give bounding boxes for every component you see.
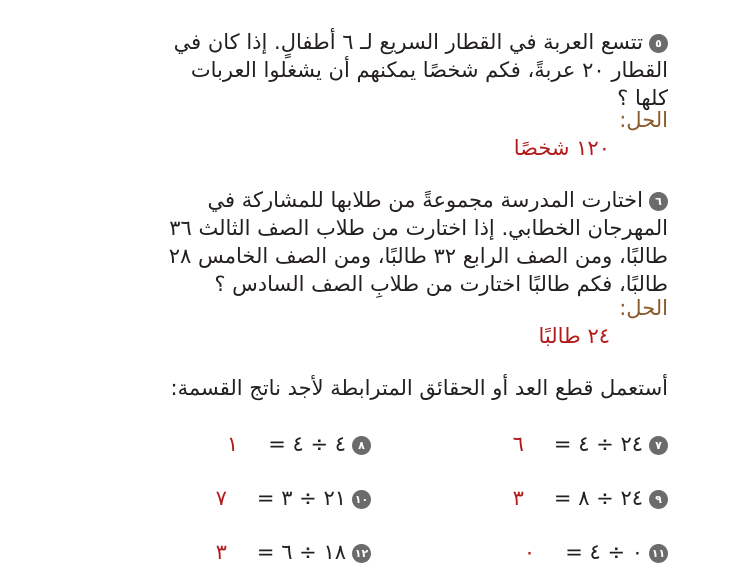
question-5 — [108, 28, 668, 112]
question-6-line-2: المهرجان الخطابي. إذا اختارت من طلاب الصف الثالث ٣٦ — [169, 216, 668, 240]
exercise-expression: ١٨ ÷ ٦ = — [256, 540, 346, 564]
question-5-line-1: ٥تتسع العربة في القطار السريع لـ ٦ أطفالٍ. إذا كان في — [108, 28, 668, 56]
instruction-text: أستعمل قطع العد أو الحقائق المترابطة لأجد ناتج القسمة: — [170, 376, 668, 400]
exercise-number-badge: ٨ — [352, 436, 371, 455]
exercise-answer: ١ — [226, 432, 239, 456]
exercise-number-badge: ١١ — [649, 544, 668, 563]
question-6-line-3: طالبًا، ومن الصف الرابع ٣٢ طالبًا، ومن الصف الخامس ٢٨ — [168, 244, 668, 268]
exercise-answer: ٣ — [512, 486, 524, 510]
answer-5: ١٢٠ شخصًا — [513, 136, 610, 160]
question-number-badge: ٦ — [649, 192, 668, 211]
exercise-number-badge: ٧ — [649, 436, 668, 455]
exercise-number-badge: ١٢ — [352, 544, 371, 563]
question-6 — [108, 186, 668, 298]
exercise-7 — [513, 432, 668, 456]
solution-label-5: الحل: — [619, 108, 668, 132]
exercise-8 — [227, 432, 371, 456]
question-6-line-4: طالبًا، فكم طالبًا اختارت من طلابِ الصف السادس ؟ — [214, 272, 668, 296]
exercise-10 — [216, 486, 371, 510]
exercise-expression: ٤ ÷ ٤ = — [268, 432, 346, 456]
question-number-badge: ٥ — [649, 34, 668, 53]
exercise-9 — [513, 486, 668, 510]
exercise-expression: ٢٤ ÷ ٤ = — [553, 432, 643, 456]
exercise-12 — [216, 540, 371, 564]
exercise-answer: ٣ — [215, 540, 227, 564]
exercise-answer: ٦ — [512, 432, 524, 456]
exercise-answer: ٠ — [523, 540, 536, 564]
exercise-expression: ٠ ÷ ٤ = — [565, 540, 643, 564]
question-5-line-2: القطار ٢٠ عربةً، فكم شخصًا يمكنهم أن يشغلوا العربات — [190, 58, 668, 82]
question-5-line-3: كلها ؟ — [617, 86, 668, 110]
question-6-line-1: ٦اختارت المدرسة مجموعةً من طلابها للمشاركة في — [108, 186, 668, 214]
solution-label-6: الحل: — [619, 296, 668, 320]
exercise-answer: ٧ — [215, 486, 227, 510]
exercise-11 — [524, 540, 668, 564]
answer-6: ٢٤ طالبًا — [538, 324, 610, 348]
exercise-number-badge: ٩ — [649, 490, 668, 509]
exercise-expression: ٢١ ÷ ٣ = — [256, 486, 346, 510]
exercise-expression: ٢٤ ÷ ٨ = — [553, 486, 643, 510]
exercise-number-badge: ١٠ — [352, 490, 371, 509]
